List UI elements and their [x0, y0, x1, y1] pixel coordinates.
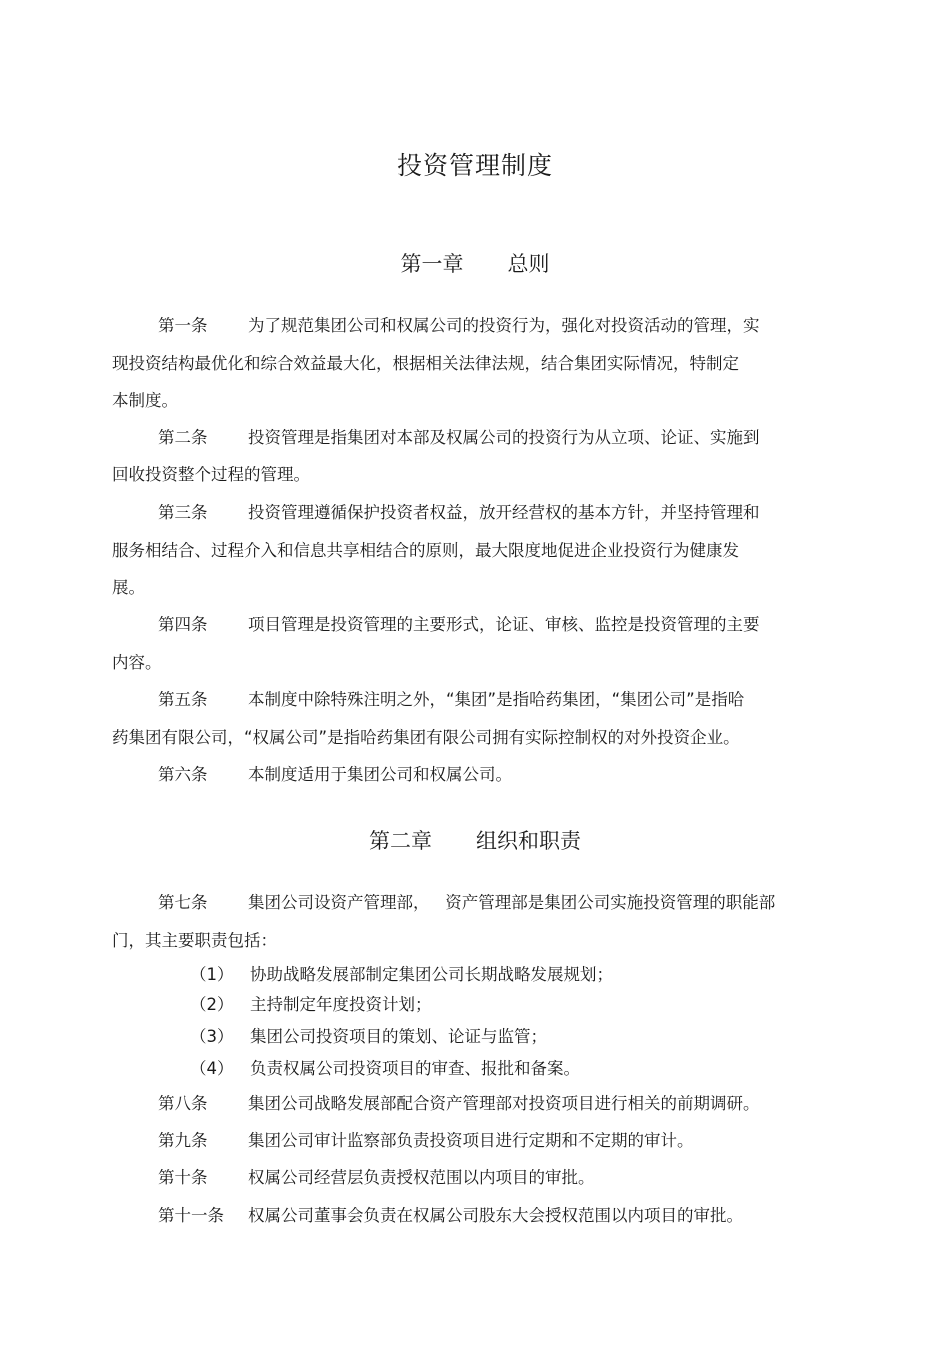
article-6 [158, 764, 512, 786]
article-6-label: 第六条 [158, 765, 208, 784]
article-3-line-2: 服务相结合、过程介入和信息共享相结合的原则，最大限度地促进企业投资行为健康发 [112, 541, 739, 560]
article-5-line-1: 本制度中除特殊注明之外，“集团”是指哈药集团，“集团公司”是指哈 [248, 690, 745, 709]
article-8 [158, 1093, 760, 1115]
article-1-line-1: 为了规范集团公司和权属公司的投资行为，强化对投资活动的管理，实 [248, 316, 760, 335]
duty-item-2-number: （2） [190, 995, 234, 1014]
article-1 [158, 315, 760, 337]
article-9-line-1: 集团公司审计监察部负责投资项目进行定期和不定期的审计。 [248, 1131, 694, 1150]
article-3-line-3: 展。 [112, 578, 145, 597]
article-3-label: 第三条 [158, 503, 208, 522]
duty-item-4-number: （4） [190, 1059, 234, 1078]
article-10 [158, 1167, 595, 1189]
article-2 [158, 427, 760, 449]
duty-item-1 [190, 964, 613, 986]
article-7-line-1: 集团公司设资产管理部， 资产管理部是集团公司实施投资管理的职能部 [248, 893, 776, 912]
duty-item-3-number: （3） [190, 1027, 234, 1046]
article-9 [158, 1130, 694, 1152]
duty-item-4 [190, 1058, 580, 1080]
article-8-label: 第八条 [158, 1094, 208, 1113]
article-11-line-1: 权属公司董事会负责在权属公司股东大会授权范围以内项目的审批。 [248, 1206, 743, 1225]
article-4-line-1: 项目管理是投资管理的主要形式，论证、审核、监控是投资管理的主要 [248, 615, 760, 634]
article-5-line-2: 药集团有限公司，“权属公司”是指哈药集团有限公司拥有实际控制权的对外投资企业。 [112, 728, 740, 747]
duty-item-3 [190, 1026, 547, 1048]
article-2-label: 第二条 [158, 428, 208, 447]
article-3 [158, 502, 760, 524]
article-7 [158, 892, 775, 914]
article-11-label: 第十一条 [158, 1206, 224, 1225]
article-5 [158, 689, 744, 711]
duty-item-2-text: 主持制定年度投资计划； [250, 995, 432, 1014]
article-10-line-1: 权属公司经营层负责授权范围以内项目的审批。 [248, 1168, 595, 1187]
chapter-1-heading [0, 248, 950, 278]
chapter-2-name: 组织和职责 [476, 829, 581, 853]
chapter-2-heading [0, 825, 950, 855]
article-1-label: 第一条 [158, 316, 208, 335]
article-4-line-2: 内容。 [112, 653, 162, 672]
duty-item-1-number: （1） [190, 965, 234, 984]
article-10-label: 第十条 [158, 1168, 208, 1187]
article-6-line-1: 本制度适用于集团公司和权属公司。 [248, 765, 512, 784]
article-5-label: 第五条 [158, 690, 208, 709]
duty-item-2 [190, 994, 432, 1016]
article-3-line-1: 投资管理遵循保护投资者权益，放开经营权的基本方针，并坚持管理和 [248, 503, 760, 522]
article-7-label: 第七条 [158, 893, 208, 912]
article-4-label: 第四条 [158, 615, 208, 634]
document-title: 投资管理制度 [396, 151, 553, 180]
article-8-line-1: 集团公司战略发展部配合资产管理部对投资项目进行相关的前期调研。 [248, 1094, 760, 1113]
chapter-2-number: 第二章 [369, 829, 432, 853]
chapter-1-name: 总则 [507, 252, 550, 276]
duty-item-1-text: 协助战略发展部制定集团公司长期战略发展规划； [250, 965, 613, 984]
article-2-line-1: 投资管理是指集团对本部及权属公司的投资行为从立项、论证、实施到 [248, 428, 760, 447]
article-9-label: 第九条 [158, 1131, 208, 1150]
chapter-1-number: 第一章 [400, 252, 464, 276]
article-11 [158, 1205, 743, 1227]
duty-item-3-text: 集团公司投资项目的策划、论证与监管； [250, 1027, 547, 1046]
article-1-line-3: 本制度。 [112, 391, 178, 410]
article-2-line-2: 回收投资整个过程的管理。 [112, 465, 310, 484]
duty-item-4-text: 负责权属公司投资项目的审查、报批和备案。 [250, 1059, 580, 1078]
article-7-line-2: 门，其主要职责包括： [112, 931, 277, 950]
article-4 [158, 614, 760, 636]
article-1-line-2: 现投资结构最优化和综合效益最大化，根据相关法律法规，结合集团实际情况，特制定 [112, 354, 739, 373]
